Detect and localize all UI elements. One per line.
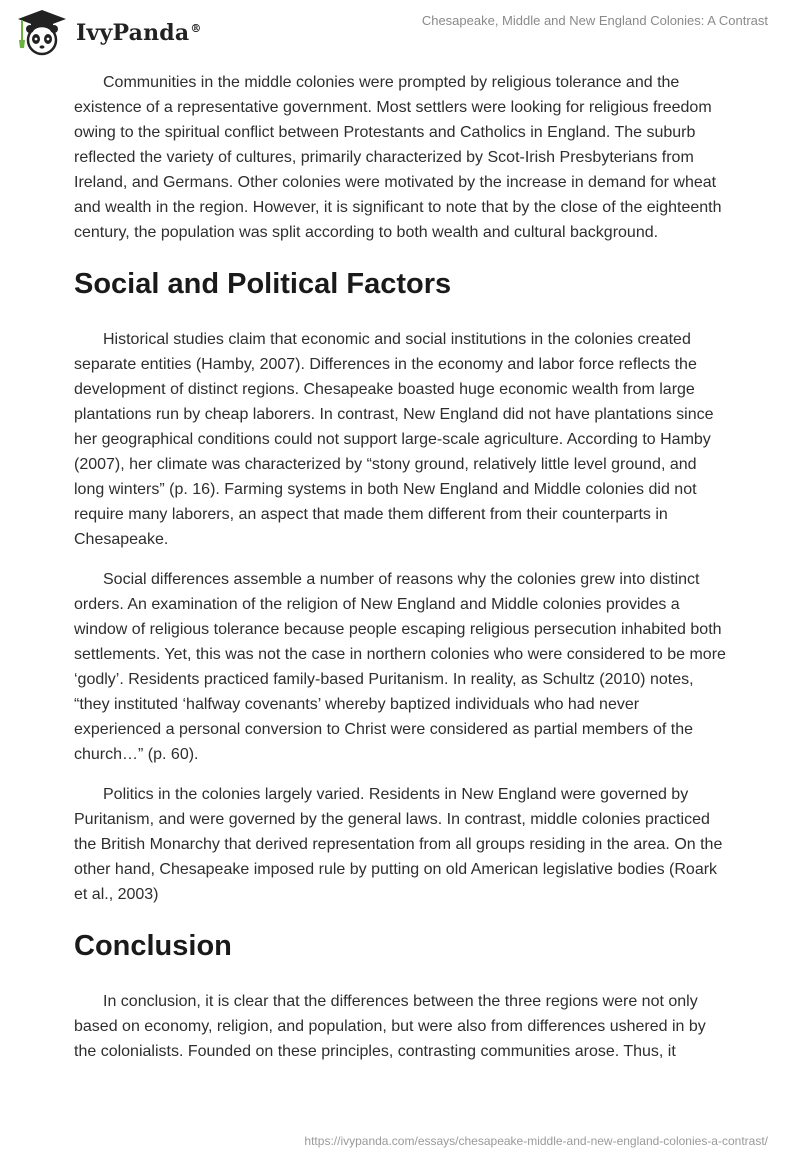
- paragraph-economic-differences: Historical studies claim that economic and social institutions in the colonies created separate entities (Hamby, 2007). Differences in the economy and labor force reflects the development of distinct regions. Chesapeake boasted huge economic wealth from large plantations run by cheap laborers. In contrast, New England did not have plantations since her geographical conditions could not support large-scale agriculture. According to Hamby (2007), her climate was characterized by “stony ground, relatively little level ground, and long winters” (p. 16). Farming systems in both New England and Middle colonies did not require many laborers, an aspect that made them different from their counterparts in Chesapeake.: [74, 331, 714, 548]
- heading-social-political-factors: Social and Political Factors: [74, 268, 452, 300]
- heading-conclusion: Conclusion: [74, 930, 232, 962]
- paragraph-middle-colonies: Communities in the middle colonies were prompted by religious tolerance and the existence of a representative government. Most settlers were looking for religious freedom owing to the spiritual conflict between Protestants and Catholics in England. The suburb reflected the variety of cultures, primarily characterized by Scot-Irish Presbyterians from Ireland, and Germans. Other colonies were motivated by the increase in demand for wheat and wealth in the region. However, it is significant to note that by the close of the eighteenth century, the population was split according to both wealth and cultural background.: [74, 74, 722, 241]
- source-url[interactable]: https://ivypanda.com/essays/chesapeake-middle-and-new-england-colonies-a-contrast/: [304, 1134, 768, 1148]
- essay-body: [74, 70, 730, 1079]
- panda-graduation-cap-icon: [14, 8, 70, 58]
- document-title: Chesapeake, Middle and New England Colonies: A Contrast: [421, 13, 768, 28]
- ivypanda-logo[interactable]: [14, 8, 202, 58]
- paragraph-social-differences: Social differences assemble a number of reasons why the colonies grew into distinct orders. An examination of the religion of New England and Middle colonies provides a window of religious tolerance because people escaping religious persecution inhabited both settlements. Yet, this was not the case in northern colonies who were considered to be more ‘godly’. Residents practiced family-based Puritanism. In reality, as Schultz (2010) notes, “they instituted ‘halfway covenants’ whereby baptized individuals who had never experienced a personal conversion to Christ were considered as partial members of the church…” (p. 60).: [74, 571, 726, 763]
- page-header: [0, 0, 800, 64]
- paragraph-conclusion: In conclusion, it is clear that the differences between the three regions were not only based on economy, religion, and population, but were also from differences ushered in by the colonialists. Founded on these principles, contrasting communities arose. Thus, it: [74, 993, 706, 1060]
- logo-wordmark: IvyPanda®: [76, 20, 202, 46]
- paragraph-politics: Politics in the colonies largely varied. Residents in New England were governed by Puritanism, and were governed by the general laws. In contrast, middle colonies practiced the British Monarchy that derived representation from all groups residing in the area. On the other hand, Chesapeake imposed rule by putting on old American legislative bodies (Roark et al., 2003): [74, 786, 723, 903]
